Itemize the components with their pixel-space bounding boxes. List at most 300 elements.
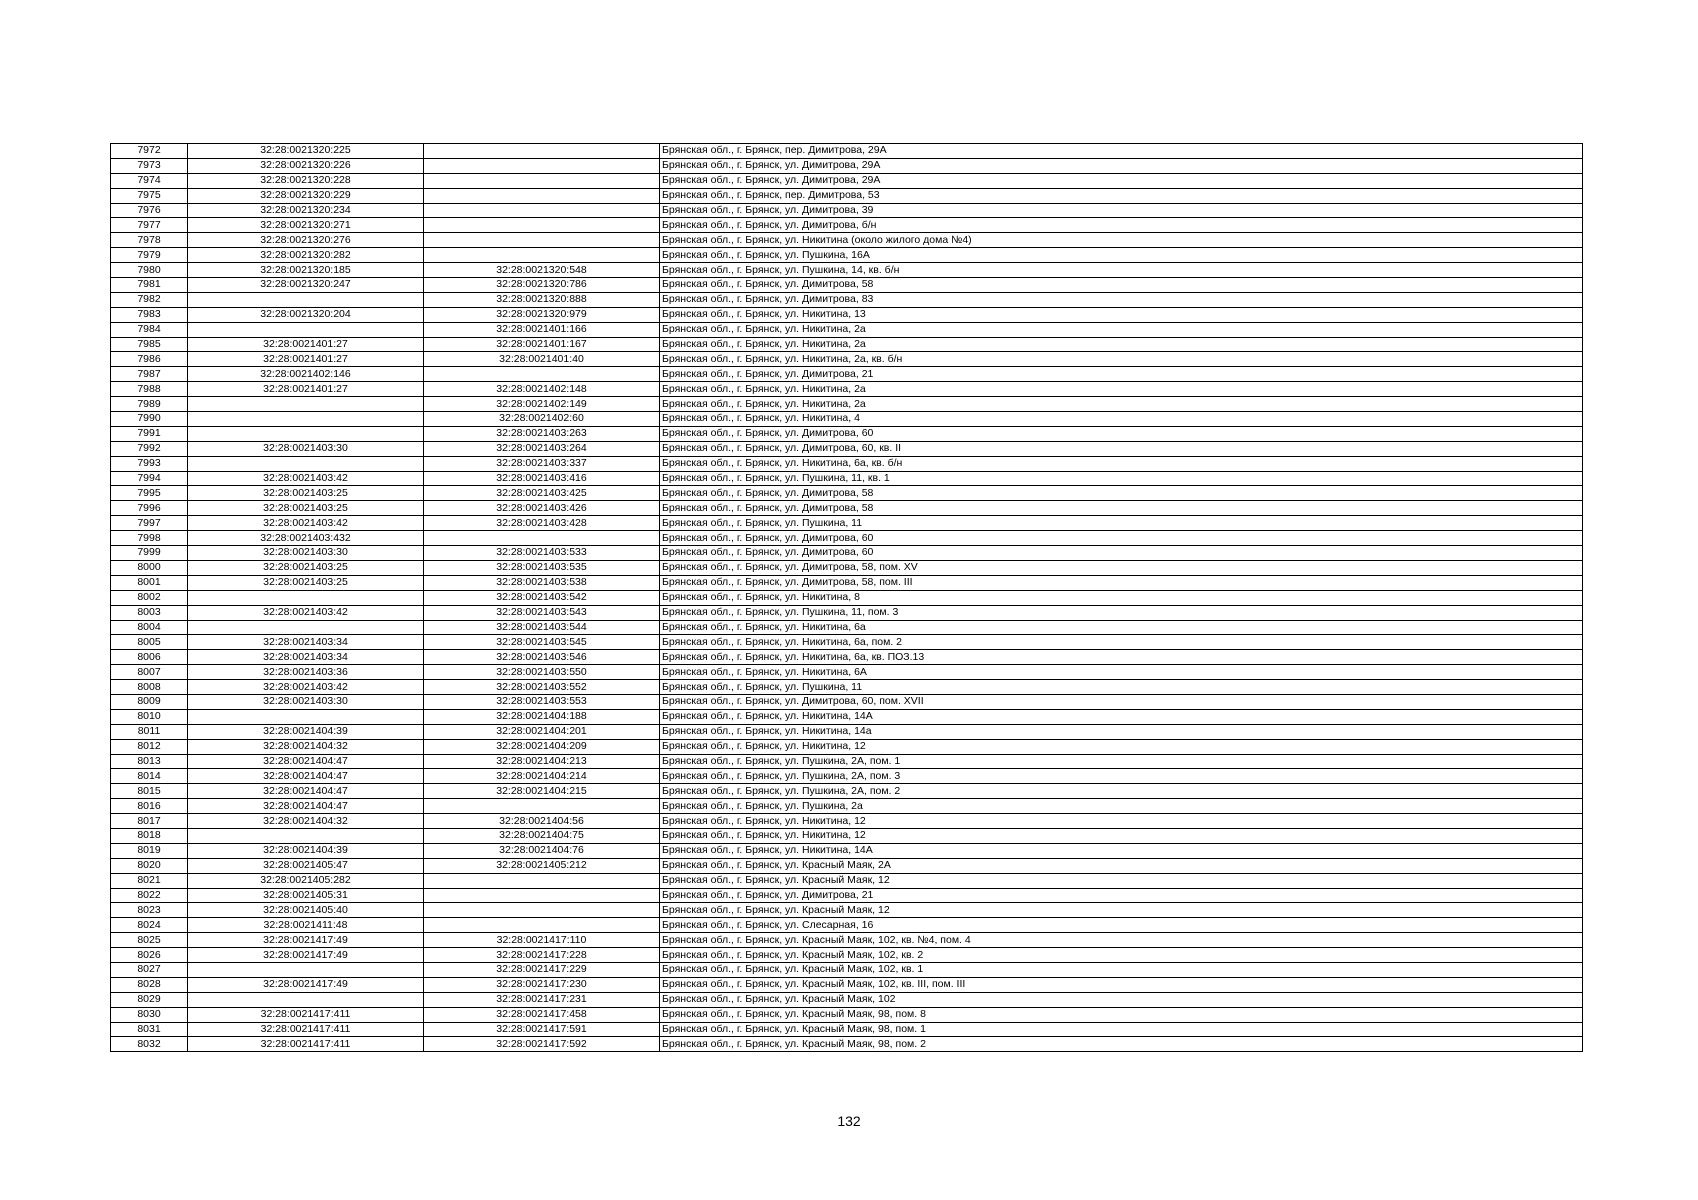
- building-cadastral-number-cell: 32:28:0021403:542: [424, 590, 660, 605]
- row-number-cell: 7984: [111, 322, 188, 337]
- address-cell: Брянская обл., г. Брянск, ул. Пушкина, 11: [660, 680, 1583, 695]
- address-cell: Брянская обл., г. Брянск, ул. Никитина, 14А: [660, 709, 1583, 724]
- land-cadastral-number-cell: [188, 412, 424, 427]
- land-cadastral-number-cell: [188, 709, 424, 724]
- land-cadastral-number-cell: [188, 456, 424, 471]
- row-number-cell: 7993: [111, 456, 188, 471]
- address-cell: Брянская обл., г. Брянск, ул. Никитина, 6а: [660, 620, 1583, 635]
- address-cell: Брянская обл., г. Брянск, ул. Димитрова, 58: [660, 278, 1583, 293]
- address-cell: Брянская обл., г. Брянск, ул. Никитина, 12: [660, 739, 1583, 754]
- table-row: [111, 590, 1583, 605]
- table-row: [111, 188, 1583, 203]
- building-cadastral-number-cell: [424, 918, 660, 933]
- land-cadastral-number-cell: 32:28:0021404:47: [188, 799, 424, 814]
- address-cell: Брянская обл., г. Брянск, ул. Пушкина, 2А, пом. 1: [660, 754, 1583, 769]
- table-row: [111, 203, 1583, 218]
- address-cell: Брянская обл., г. Брянск, ул. Димитрова, 60, пом. XVII: [660, 694, 1583, 709]
- row-number-cell: 7999: [111, 546, 188, 561]
- land-cadastral-number-cell: 32:28:0021404:39: [188, 843, 424, 858]
- land-cadastral-number-cell: 32:28:0021404:47: [188, 769, 424, 784]
- land-cadastral-number-cell: 32:28:0021405:31: [188, 888, 424, 903]
- table-row: [111, 650, 1583, 665]
- land-cadastral-number-cell: 32:28:0021320:226: [188, 158, 424, 173]
- table-row: [111, 828, 1583, 843]
- building-cadastral-number-cell: 32:28:0021403:337: [424, 456, 660, 471]
- land-cadastral-number-cell: 32:28:0021403:42: [188, 605, 424, 620]
- building-cadastral-number-cell: [424, 888, 660, 903]
- building-cadastral-number-cell: 32:28:0021403:550: [424, 665, 660, 680]
- address-cell: Брянская обл., г. Брянск, ул. Красный Маяк, 98, пом. 8: [660, 1007, 1583, 1022]
- building-cadastral-number-cell: 32:28:0021417:229: [424, 962, 660, 977]
- land-cadastral-number-cell: 32:28:0021404:39: [188, 724, 424, 739]
- building-cadastral-number-cell: 32:28:0021417:592: [424, 1037, 660, 1052]
- table-row: [111, 263, 1583, 278]
- building-cadastral-number-cell: 32:28:0021402:148: [424, 382, 660, 397]
- row-number-cell: 8017: [111, 814, 188, 829]
- land-cadastral-number-cell: 32:28:0021403:36: [188, 665, 424, 680]
- table-row: [111, 635, 1583, 650]
- building-cadastral-number-cell: 32:28:0021403:264: [424, 441, 660, 456]
- row-number-cell: 8023: [111, 903, 188, 918]
- land-cadastral-number-cell: [188, 322, 424, 337]
- table-row: [111, 858, 1583, 873]
- building-cadastral-number-cell: 32:28:0021404:213: [424, 754, 660, 769]
- row-number-cell: 7975: [111, 188, 188, 203]
- land-cadastral-number-cell: 32:28:0021403:42: [188, 516, 424, 531]
- land-cadastral-number-cell: 32:28:0021417:411: [188, 1007, 424, 1022]
- table-row: [111, 918, 1583, 933]
- land-cadastral-number-cell: 32:28:0021405:47: [188, 858, 424, 873]
- building-cadastral-number-cell: 32:28:0021403:533: [424, 546, 660, 561]
- row-number-cell: 7989: [111, 397, 188, 412]
- address-cell: Брянская обл., г. Брянск, ул. Никитина, 6а, кв. ПОЗ.13: [660, 650, 1583, 665]
- land-cadastral-number-cell: 32:28:0021320:276: [188, 233, 424, 248]
- row-number-cell: 8018: [111, 828, 188, 843]
- row-number-cell: 7976: [111, 203, 188, 218]
- row-number-cell: 8027: [111, 962, 188, 977]
- address-cell: Брянская обл., г. Брянск, ул. Никитина, 13: [660, 307, 1583, 322]
- address-cell: Брянская обл., г. Брянск, ул. Пушкина, 11, кв. 1: [660, 471, 1583, 486]
- address-cell: Брянская обл., г. Брянск, ул. Димитрова, 60: [660, 426, 1583, 441]
- row-number-cell: 8009: [111, 694, 188, 709]
- land-cadastral-number-cell: [188, 426, 424, 441]
- row-number-cell: 7983: [111, 307, 188, 322]
- table-row: [111, 992, 1583, 1007]
- table-row: [111, 173, 1583, 188]
- building-cadastral-number-cell: 32:28:0021404:56: [424, 814, 660, 829]
- address-cell: Брянская обл., г. Брянск, ул. Пушкина, 14, кв. б/н: [660, 263, 1583, 278]
- land-cadastral-number-cell: 32:28:0021403:25: [188, 486, 424, 501]
- building-cadastral-number-cell: 32:28:0021403:546: [424, 650, 660, 665]
- row-number-cell: 8029: [111, 992, 188, 1007]
- address-cell: Брянская обл., г. Брянск, ул. Димитрова, 60: [660, 531, 1583, 546]
- table-row: [111, 962, 1583, 977]
- table-row: [111, 948, 1583, 963]
- table-row: [111, 426, 1583, 441]
- table-row: [111, 724, 1583, 739]
- land-cadastral-number-cell: 32:28:0021403:25: [188, 575, 424, 590]
- table-row: [111, 158, 1583, 173]
- table-row: [111, 1022, 1583, 1037]
- building-cadastral-number-cell: 32:28:0021404:76: [424, 843, 660, 858]
- land-cadastral-number-cell: 32:28:0021401:27: [188, 382, 424, 397]
- table-row: [111, 412, 1583, 427]
- land-cadastral-number-cell: 32:28:0021320:247: [188, 278, 424, 293]
- land-cadastral-number-cell: 32:28:0021320:185: [188, 263, 424, 278]
- land-cadastral-number-cell: 32:28:0021320:228: [188, 173, 424, 188]
- table-row: [111, 769, 1583, 784]
- row-number-cell: 7980: [111, 263, 188, 278]
- address-cell: Брянская обл., г. Брянск, ул. Димитрова, 39: [660, 203, 1583, 218]
- table-row: [111, 620, 1583, 635]
- land-cadastral-number-cell: 32:28:0021417:49: [188, 948, 424, 963]
- building-cadastral-number-cell: 32:28:0021404:209: [424, 739, 660, 754]
- address-cell: Брянская обл., г. Брянск, ул. Димитрова, 29А: [660, 158, 1583, 173]
- row-number-cell: 8016: [111, 799, 188, 814]
- table-row: [111, 709, 1583, 724]
- address-cell: Брянская обл., г. Брянск, ул. Димитрова, 58, пом. XV: [660, 560, 1583, 575]
- table-row: [111, 680, 1583, 695]
- row-number-cell: 7991: [111, 426, 188, 441]
- row-number-cell: 8010: [111, 709, 188, 724]
- building-cadastral-number-cell: 32:28:0021401:167: [424, 337, 660, 352]
- table-row: [111, 873, 1583, 888]
- row-number-cell: 8002: [111, 590, 188, 605]
- land-cadastral-number-cell: 32:28:0021417:49: [188, 977, 424, 992]
- row-number-cell: 8032: [111, 1037, 188, 1052]
- building-cadastral-number-cell: 32:28:0021417:231: [424, 992, 660, 1007]
- row-number-cell: 8028: [111, 977, 188, 992]
- row-number-cell: 8026: [111, 948, 188, 963]
- building-cadastral-number-cell: [424, 158, 660, 173]
- row-number-cell: 8001: [111, 575, 188, 590]
- land-cadastral-number-cell: 32:28:0021417:49: [188, 933, 424, 948]
- table-row: [111, 754, 1583, 769]
- address-cell: Брянская обл., г. Брянск, ул. Никитина, 6а, пом. 2: [660, 635, 1583, 650]
- address-cell: Брянская обл., г. Брянск, ул. Никитина, 2а: [660, 322, 1583, 337]
- table-row: [111, 471, 1583, 486]
- land-cadastral-number-cell: [188, 620, 424, 635]
- address-cell: Брянская обл., г. Брянск, ул. Никитина, 6а, кв. б/н: [660, 456, 1583, 471]
- row-number-cell: 8004: [111, 620, 188, 635]
- row-number-cell: 7978: [111, 233, 188, 248]
- address-cell: Брянская обл., г. Брянск, пер. Димитрова, 53: [660, 188, 1583, 203]
- address-cell: Брянская обл., г. Брянск, пер. Димитрова, 29А: [660, 144, 1583, 159]
- table-row: [111, 977, 1583, 992]
- building-cadastral-number-cell: 32:28:0021403:426: [424, 501, 660, 516]
- row-number-cell: 8014: [111, 769, 188, 784]
- land-cadastral-number-cell: 32:28:0021320:234: [188, 203, 424, 218]
- address-cell: Брянская обл., г. Брянск, ул. Димитрова, 58, пом. III: [660, 575, 1583, 590]
- row-number-cell: 7972: [111, 144, 188, 159]
- row-number-cell: 8008: [111, 680, 188, 695]
- table-row: [111, 605, 1583, 620]
- address-cell: Брянская обл., г. Брянск, ул. Пушкина, 16А: [660, 248, 1583, 263]
- row-number-cell: 7977: [111, 218, 188, 233]
- row-number-cell: 7979: [111, 248, 188, 263]
- land-cadastral-number-cell: [188, 397, 424, 412]
- address-cell: Брянская обл., г. Брянск, ул. Никитина, 12: [660, 814, 1583, 829]
- building-cadastral-number-cell: [424, 173, 660, 188]
- row-number-cell: 7997: [111, 516, 188, 531]
- building-cadastral-number-cell: 32:28:0021404:201: [424, 724, 660, 739]
- table-row: [111, 144, 1583, 159]
- address-cell: Брянская обл., г. Брянск, ул. Пушкина, 11, пом. 3: [660, 605, 1583, 620]
- building-cadastral-number-cell: [424, 367, 660, 382]
- address-cell: Брянская обл., г. Брянск, ул. Красный Маяк, 102: [660, 992, 1583, 1007]
- row-number-cell: 8020: [111, 858, 188, 873]
- address-cell: Брянская обл., г. Брянск, ул. Никитина, 2а: [660, 397, 1583, 412]
- address-cell: Брянская обл., г. Брянск, ул. Димитрова, 58: [660, 486, 1583, 501]
- building-cadastral-number-cell: 32:28:0021405:212: [424, 858, 660, 873]
- land-cadastral-number-cell: 32:28:0021401:27: [188, 337, 424, 352]
- row-number-cell: 8012: [111, 739, 188, 754]
- land-cadastral-number-cell: 32:28:0021403:25: [188, 560, 424, 575]
- building-cadastral-number-cell: 32:28:0021403:544: [424, 620, 660, 635]
- building-cadastral-number-cell: [424, 873, 660, 888]
- table-row: [111, 1007, 1583, 1022]
- address-cell: Брянская обл., г. Брянск, ул. Димитрова, 29А: [660, 173, 1583, 188]
- table-row: [111, 784, 1583, 799]
- land-cadastral-number-cell: 32:28:0021403:30: [188, 546, 424, 561]
- table-row: [111, 1037, 1583, 1052]
- land-cadastral-number-cell: 32:28:0021417:411: [188, 1022, 424, 1037]
- land-cadastral-number-cell: [188, 992, 424, 1007]
- land-cadastral-number-cell: 32:28:0021404:47: [188, 784, 424, 799]
- address-cell: Брянская обл., г. Брянск, ул. Пушкина, 11: [660, 516, 1583, 531]
- building-cadastral-number-cell: [424, 903, 660, 918]
- land-cadastral-number-cell: [188, 828, 424, 843]
- building-cadastral-number-cell: 32:28:0021403:428: [424, 516, 660, 531]
- land-cadastral-number-cell: [188, 962, 424, 977]
- row-number-cell: 8005: [111, 635, 188, 650]
- building-cadastral-number-cell: [424, 188, 660, 203]
- land-cadastral-number-cell: [188, 590, 424, 605]
- building-cadastral-number-cell: 32:28:0021417:458: [424, 1007, 660, 1022]
- land-cadastral-number-cell: [188, 292, 424, 307]
- table-row: [111, 501, 1583, 516]
- table-row: [111, 843, 1583, 858]
- address-cell: Брянская обл., г. Брянск, ул. Красный Маяк, 102, кв. №4, пом. 4: [660, 933, 1583, 948]
- table-row: [111, 382, 1583, 397]
- land-cadastral-number-cell: 32:28:0021417:411: [188, 1037, 424, 1052]
- table-row: [111, 933, 1583, 948]
- land-cadastral-number-cell: 32:28:0021320:204: [188, 307, 424, 322]
- row-number-cell: 8019: [111, 843, 188, 858]
- row-number-cell: 8022: [111, 888, 188, 903]
- address-cell: Брянская обл., г. Брянск, ул. Пушкина, 2А, пом. 2: [660, 784, 1583, 799]
- table-row: [111, 888, 1583, 903]
- row-number-cell: 7986: [111, 352, 188, 367]
- land-cadastral-number-cell: 32:28:0021403:34: [188, 650, 424, 665]
- row-number-cell: 7988: [111, 382, 188, 397]
- building-cadastral-number-cell: 32:28:0021417:591: [424, 1022, 660, 1037]
- building-cadastral-number-cell: 32:28:0021404:188: [424, 709, 660, 724]
- land-cadastral-number-cell: 32:28:0021405:282: [188, 873, 424, 888]
- building-cadastral-number-cell: [424, 233, 660, 248]
- table-row: [111, 903, 1583, 918]
- address-cell: Брянская обл., г. Брянск, ул. Димитрова, 58: [660, 501, 1583, 516]
- address-cell: Брянская обл., г. Брянск, ул. Димитрова, 60: [660, 546, 1583, 561]
- address-cell: Брянская обл., г. Брянск, ул. Никитина (около жилого дома №4): [660, 233, 1583, 248]
- table-row: [111, 531, 1583, 546]
- table-row: [111, 694, 1583, 709]
- building-cadastral-number-cell: 32:28:0021403:552: [424, 680, 660, 695]
- table-row: [111, 352, 1583, 367]
- row-number-cell: 8003: [111, 605, 188, 620]
- building-cadastral-number-cell: 32:28:0021401:166: [424, 322, 660, 337]
- building-cadastral-number-cell: 32:28:0021320:786: [424, 278, 660, 293]
- building-cadastral-number-cell: 32:28:0021417:110: [424, 933, 660, 948]
- row-number-cell: 7973: [111, 158, 188, 173]
- land-cadastral-number-cell: 32:28:0021402:146: [188, 367, 424, 382]
- land-cadastral-number-cell: 32:28:0021403:42: [188, 680, 424, 695]
- building-cadastral-number-cell: 32:28:0021401:40: [424, 352, 660, 367]
- address-cell: Брянская обл., г. Брянск, ул. Димитрова, 60, кв. II: [660, 441, 1583, 456]
- address-cell: Брянская обл., г. Брянск, ул. Красный Маяк, 98, пом. 1: [660, 1022, 1583, 1037]
- building-cadastral-number-cell: 32:28:0021403:535: [424, 560, 660, 575]
- row-number-cell: 7982: [111, 292, 188, 307]
- land-cadastral-number-cell: 32:28:0021403:432: [188, 531, 424, 546]
- land-cadastral-number-cell: 32:28:0021320:271: [188, 218, 424, 233]
- table-row: [111, 367, 1583, 382]
- table-row: [111, 441, 1583, 456]
- row-number-cell: 8030: [111, 1007, 188, 1022]
- row-number-cell: 7996: [111, 501, 188, 516]
- building-cadastral-number-cell: 32:28:0021404:214: [424, 769, 660, 784]
- building-cadastral-number-cell: 32:28:0021403:425: [424, 486, 660, 501]
- address-cell: Брянская обл., г. Брянск, ул. Никитина, 2а: [660, 337, 1583, 352]
- building-cadastral-number-cell: 32:28:0021403:553: [424, 694, 660, 709]
- building-cadastral-number-cell: [424, 248, 660, 263]
- table-row: [111, 739, 1583, 754]
- building-cadastral-number-cell: [424, 799, 660, 814]
- address-cell: Брянская обл., г. Брянск, ул. Пушкина, 2а: [660, 799, 1583, 814]
- address-cell: Брянская обл., г. Брянск, ул. Никитина, 12: [660, 828, 1583, 843]
- address-cell: Брянская обл., г. Брянск, ул. Красный Маяк, 2А: [660, 858, 1583, 873]
- table-row: [111, 233, 1583, 248]
- registry-table-body: [111, 144, 1583, 1052]
- address-cell: Брянская обл., г. Брянск, ул. Никитина, 6А: [660, 665, 1583, 680]
- table-row: [111, 560, 1583, 575]
- building-cadastral-number-cell: [424, 218, 660, 233]
- building-cadastral-number-cell: 32:28:0021404:215: [424, 784, 660, 799]
- land-cadastral-number-cell: 32:28:0021320:282: [188, 248, 424, 263]
- address-cell: Брянская обл., г. Брянск, ул. Димитрова, 83: [660, 292, 1583, 307]
- address-cell: Брянская обл., г. Брянск, ул. Никитина, 8: [660, 590, 1583, 605]
- row-number-cell: 8031: [111, 1022, 188, 1037]
- address-cell: Брянская обл., г. Брянск, ул. Никитина, 2а: [660, 382, 1583, 397]
- row-number-cell: 8021: [111, 873, 188, 888]
- row-number-cell: 8024: [111, 918, 188, 933]
- address-cell: Брянская обл., г. Брянск, ул. Красный Маяк, 102, кв. 2: [660, 948, 1583, 963]
- building-cadastral-number-cell: 32:28:0021403:543: [424, 605, 660, 620]
- building-cadastral-number-cell: 32:28:0021320:888: [424, 292, 660, 307]
- row-number-cell: 7974: [111, 173, 188, 188]
- row-number-cell: 8011: [111, 724, 188, 739]
- table-row: [111, 278, 1583, 293]
- row-number-cell: 7994: [111, 471, 188, 486]
- row-number-cell: 8025: [111, 933, 188, 948]
- building-cadastral-number-cell: 32:28:0021320:979: [424, 307, 660, 322]
- row-number-cell: 7981: [111, 278, 188, 293]
- row-number-cell: 8000: [111, 560, 188, 575]
- row-number-cell: 7990: [111, 412, 188, 427]
- address-cell: Брянская обл., г. Брянск, ул. Никитина, 14А: [660, 843, 1583, 858]
- building-cadastral-number-cell: 32:28:0021403:538: [424, 575, 660, 590]
- table-row: [111, 456, 1583, 471]
- building-cadastral-number-cell: 32:28:0021403:545: [424, 635, 660, 650]
- building-cadastral-number-cell: 32:28:0021403:416: [424, 471, 660, 486]
- address-cell: Брянская обл., г. Брянск, ул. Красный Маяк, 102, кв. 1: [660, 962, 1583, 977]
- table-row: [111, 814, 1583, 829]
- address-cell: Брянская обл., г. Брянск, ул. Красный Маяк, 12: [660, 903, 1583, 918]
- address-cell: Брянская обл., г. Брянск, ул. Никитина, 2а, кв. б/н: [660, 352, 1583, 367]
- address-cell: Брянская обл., г. Брянск, ул. Пушкина, 2А, пом. 3: [660, 769, 1583, 784]
- building-cadastral-number-cell: 32:28:0021404:75: [424, 828, 660, 843]
- land-cadastral-number-cell: 32:28:0021320:225: [188, 144, 424, 159]
- land-cadastral-number-cell: 32:28:0021401:27: [188, 352, 424, 367]
- building-cadastral-number-cell: 32:28:0021417:230: [424, 977, 660, 992]
- building-cadastral-number-cell: 32:28:0021403:263: [424, 426, 660, 441]
- land-cadastral-number-cell: 32:28:0021404:32: [188, 814, 424, 829]
- table-row: [111, 218, 1583, 233]
- row-number-cell: 7987: [111, 367, 188, 382]
- table-row: [111, 486, 1583, 501]
- building-cadastral-number-cell: [424, 203, 660, 218]
- land-cadastral-number-cell: 32:28:0021403:42: [188, 471, 424, 486]
- address-cell: Брянская обл., г. Брянск, ул. Никитина, 14а: [660, 724, 1583, 739]
- building-cadastral-number-cell: [424, 531, 660, 546]
- address-cell: Брянская обл., г. Брянск, ул. Слесарная, 16: [660, 918, 1583, 933]
- page-number: 132: [837, 1113, 861, 1129]
- address-cell: Брянская обл., г. Брянск, ул. Красный Маяк, 102, кв. III, пом. III: [660, 977, 1583, 992]
- row-number-cell: 7995: [111, 486, 188, 501]
- row-number-cell: 8015: [111, 784, 188, 799]
- table-row: [111, 307, 1583, 322]
- address-cell: Брянская обл., г. Брянск, ул. Красный Маяк, 12: [660, 873, 1583, 888]
- table-row: [111, 575, 1583, 590]
- land-cadastral-number-cell: 32:28:0021411:48: [188, 918, 424, 933]
- address-cell: Брянская обл., г. Брянск, ул. Димитрова, 21: [660, 888, 1583, 903]
- row-number-cell: 7985: [111, 337, 188, 352]
- land-cadastral-number-cell: 32:28:0021404:32: [188, 739, 424, 754]
- building-cadastral-number-cell: 32:28:0021402:60: [424, 412, 660, 427]
- land-cadastral-number-cell: 32:28:0021405:40: [188, 903, 424, 918]
- table-row: [111, 546, 1583, 561]
- table-row: [111, 799, 1583, 814]
- registry-table: [110, 143, 1583, 1052]
- address-cell: Брянская обл., г. Брянск, ул. Димитрова, б/н: [660, 218, 1583, 233]
- row-number-cell: 7998: [111, 531, 188, 546]
- row-number-cell: 8006: [111, 650, 188, 665]
- table-row: [111, 665, 1583, 680]
- land-cadastral-number-cell: 32:28:0021403:30: [188, 441, 424, 456]
- land-cadastral-number-cell: 32:28:0021403:30: [188, 694, 424, 709]
- address-cell: Брянская обл., г. Брянск, ул. Красный Маяк, 98, пом. 2: [660, 1037, 1583, 1052]
- table-row: [111, 397, 1583, 412]
- building-cadastral-number-cell: 32:28:0021402:149: [424, 397, 660, 412]
- table-row: [111, 337, 1583, 352]
- land-cadastral-number-cell: 32:28:0021403:25: [188, 501, 424, 516]
- building-cadastral-number-cell: 32:28:0021320:548: [424, 263, 660, 278]
- land-cadastral-number-cell: 32:28:0021403:34: [188, 635, 424, 650]
- table-row: [111, 248, 1583, 263]
- land-cadastral-number-cell: 32:28:0021320:229: [188, 188, 424, 203]
- land-cadastral-number-cell: 32:28:0021404:47: [188, 754, 424, 769]
- address-cell: Брянская обл., г. Брянск, ул. Никитина, 4: [660, 412, 1583, 427]
- table-row: [111, 516, 1583, 531]
